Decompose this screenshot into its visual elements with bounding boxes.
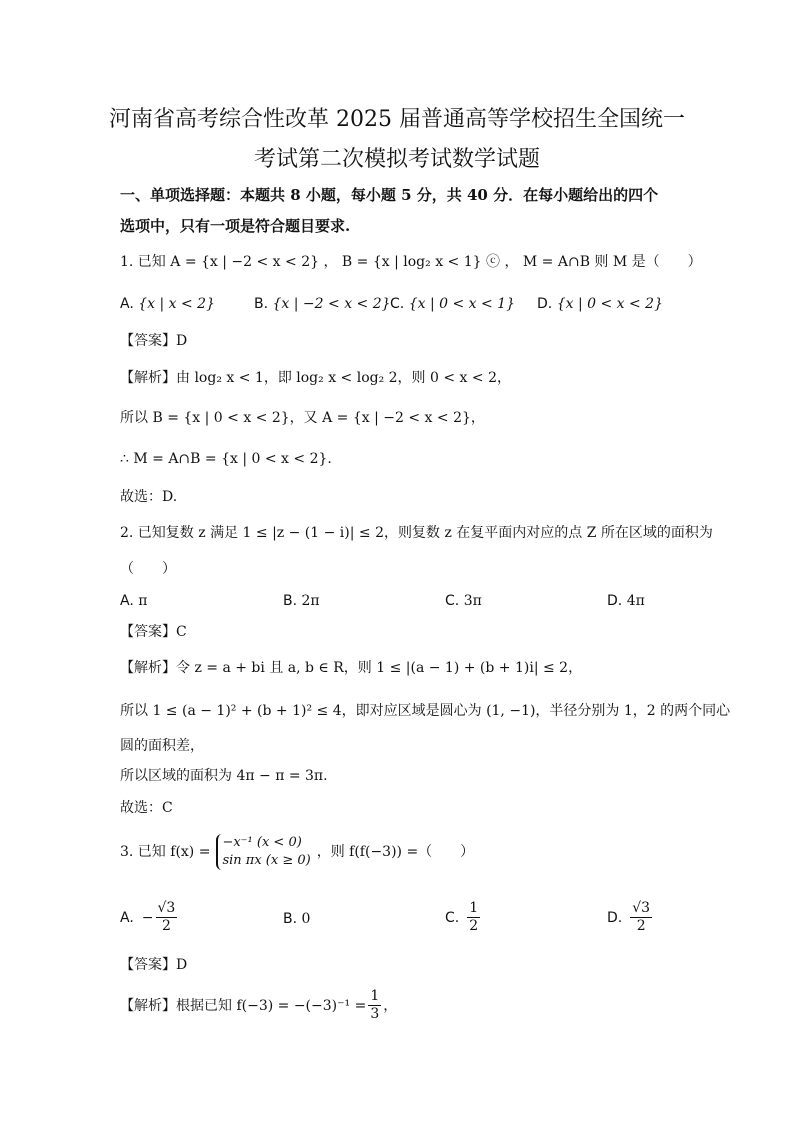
section-heading-line-2: 选项中，只有一项是符合题目要求. [120,217,351,235]
option-text: {x | −2 < x < 2} [272,296,391,312]
question-1-option-a [120,294,215,314]
option-text: {x | x < 2} [138,296,215,312]
question-2-analysis-line-5: 故选：C [120,800,173,816]
question-3-stem [120,834,474,870]
option-label: A. [120,296,134,312]
option-text: 2π [301,593,320,609]
question-1-analysis-line-2: 所以 B = {x | 0 < x < 2}，又 A = {x | −2 < x < 2}， [120,410,485,426]
question-2-analysis-line-1: 【解析】令 z = a + bi 且 a, b ∈ R，则 1 ≤ |(a − 1) + (b + 1)i| ≤ 2， [120,660,583,676]
fraction-denominator: 2 [636,918,646,934]
option-label: D. [607,909,623,926]
option-label: D. [537,296,553,312]
option-label: C. [445,593,460,609]
option-label: C. [390,296,405,312]
question-1-option-c [390,294,515,314]
question-1-answer: 【答案】D [120,333,188,349]
question-3-option-d [607,900,652,935]
question-2-analysis-line-2: 所以 1 ≤ (a − 1)² + (b + 1)² ≤ 4，即对应区域是圆心为 (1, −1)，半径分别为 1，2 的两个同心 [120,703,731,719]
question-3-stem-prefix: 3. 已知 f(x) = [120,844,211,860]
option-text: {x | 0 < x < 1} [408,296,515,312]
option-text: 4π [626,593,645,609]
question-2-answer: 【答案】C [120,624,187,640]
option-label: A. [120,909,134,926]
option-fraction [156,900,178,935]
page-title-line-2: 考试第二次模拟考试数学试题 [253,147,540,172]
question-3-answer: 【答案】D [120,957,188,973]
option-label: D. [607,593,623,609]
fraction-denominator: 2 [469,918,479,934]
question-2-paren: （ ） [120,561,176,577]
question-1-analysis-line-3: ∴ M = A∩B = {x | 0 < x < 2}. [120,451,332,467]
option-label: B. [254,296,269,312]
option-fraction [630,900,652,935]
option-fraction [467,900,480,935]
question-2-option-d [607,591,645,611]
fraction-denominator: 2 [161,918,171,934]
question-3-option-c [445,900,480,935]
piecewise-top: −x⁻¹ (x < 0) [222,835,302,850]
option-text: 0 [301,911,311,927]
fraction-numerator: √3 [632,900,651,916]
question-1-option-b [254,294,391,314]
analysis-fraction [368,988,381,1023]
piecewise-function [216,834,310,870]
question-1-analysis-line-1: 【解析】由 log₂ x < 1，即 log₂ x < log₂ 2，则 0 < x < 2， [120,370,511,386]
fraction-denominator: 3 [370,1006,380,1022]
fraction-numerator: 1 [469,900,479,916]
question-2-stem: 2. 已知复数 z 满足 1 ≤ |z − (1 − i)| ≤ 2，则复数 z 在复平面内对应的点 Z 所在区域的面积为 [120,525,713,541]
option-text: 3π [463,593,482,609]
question-1-analysis-line-4: 故选：D. [120,489,178,505]
question-3-analysis-line-1 [120,988,397,1023]
option-label: A. [120,593,134,609]
option-sign: − [141,909,154,926]
question-1-option-d [537,294,663,314]
question-3-option-a [120,900,177,935]
analysis-suffix: ， [383,997,398,1014]
question-2-analysis-line-3: 圆的面积差， [120,738,204,754]
fraction-numerator: √3 [157,900,176,916]
question-1-stem: 1. 已知 A = {x | −2 < x < 2} ， B = {x | log₂ x < 1} ⓒ ， M = A∩B 则 M 是（ ） [120,254,702,270]
question-2-option-c [445,591,482,611]
question-2-option-b [283,591,320,611]
option-label: B. [283,593,298,609]
option-label: B. [283,911,298,927]
question-3-stem-suffix: ，则 f(f(−3)) =（ ） [316,844,475,860]
analysis-prefix: 【解析】根据已知 f(−3) = −(−3)⁻¹ = [120,997,367,1014]
option-text: {x | 0 < x < 2} [556,296,663,312]
section-heading-line-1: 一、单项选择题：本题共 8 小题，每小题 5 分，共 40 分．在每小题给出的四个 [120,186,659,204]
question-2-analysis-line-4: 所以区域的面积为 4π − π = 3π. [120,768,328,784]
question-3-option-b [283,909,310,929]
page-title-line-1: 河南省高考综合性改革 2025 届普通高等学校招生全国统一 [109,107,685,132]
question-2-option-a [120,591,147,611]
piecewise-bottom: sin πx (x ≥ 0) [222,853,311,868]
option-label: C. [445,909,460,926]
option-text: π [138,593,148,609]
fraction-numerator: 1 [370,988,380,1004]
